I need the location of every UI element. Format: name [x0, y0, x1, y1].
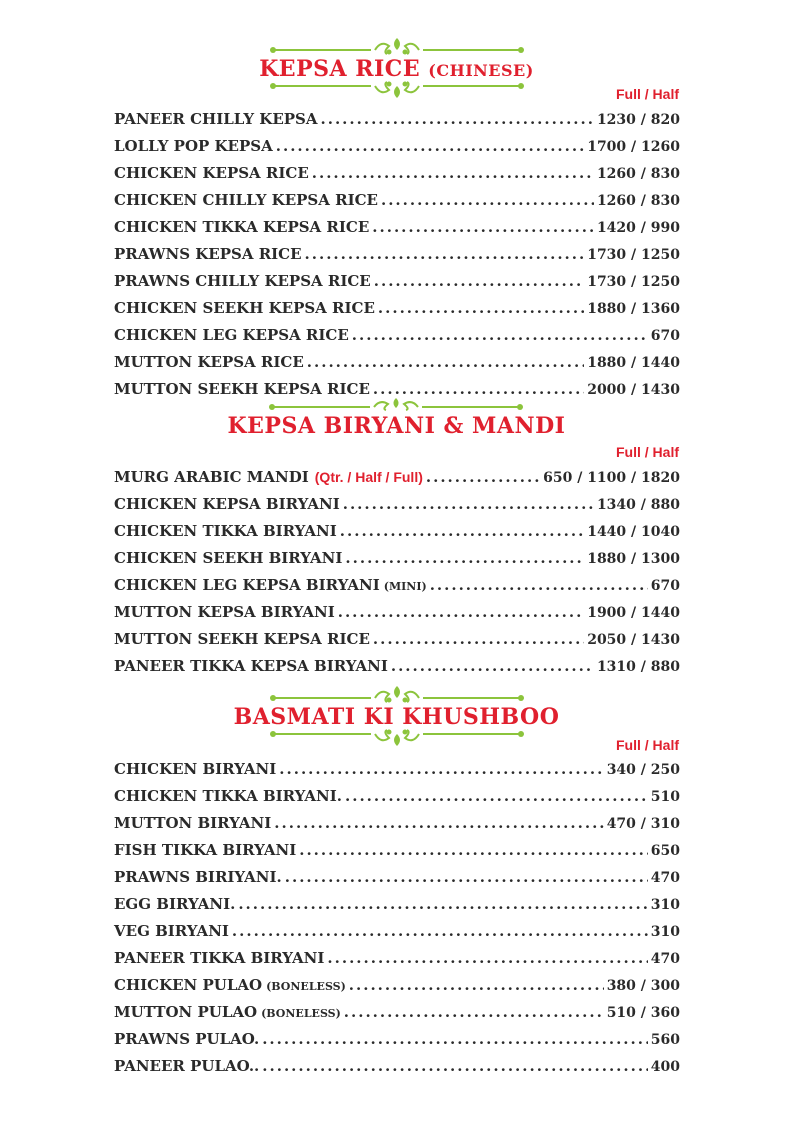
list-item: CHICKEN TIKKA KEPSA RICE ..... 1420 / 990 — [114, 218, 680, 244]
list-item: MUTTON KEPSA BIRYANI ..... 1900 / 1440 — [114, 603, 680, 629]
list-item: MUTTON BIRYANI ..... 470 / 310 — [114, 814, 680, 840]
list-item: CHICKEN KEPSA BIRYANI ..... 1340 / 880 — [114, 495, 680, 521]
list-item: FISH TIKKA BIRYANI ..... 650 — [114, 841, 680, 867]
list-item: CHICKEN LEG KEPSA BIRYANI (MINI) ..... 670 — [114, 576, 680, 602]
list-item: MUTTON SEEKH KEPSA RICE ..... 2050 / 1430 — [114, 630, 680, 656]
section-title: BASMATI KI KHUSHBOO — [233, 704, 560, 730]
list-item: VEG BIRYANI ..... 310 — [114, 922, 680, 948]
list-item: PRAWNS CHILLY KEPSA RICE ..... 1730 / 1250 — [114, 272, 680, 298]
list-item: CHICKEN BIRYANI ..... 340 / 250 — [114, 760, 680, 786]
section-title: KEPSA BIRYANI & MANDI — [227, 413, 566, 439]
list-item: MUTTON SEEKH KEPSA RICE ..... 2000 / 1430 — [114, 380, 680, 406]
section-title: KEPSA RICE (CHINESE) — [259, 56, 534, 82]
ornament-top-icon — [267, 684, 527, 706]
column-header-full-half: Full / Half — [616, 86, 679, 102]
list-item: PANEER CHILLY KEPSA ..... 1230 / 820 — [114, 110, 680, 136]
list-item: CHICKEN LEG KEPSA RICE ..... 670 — [114, 326, 680, 352]
list-item: PANEER PULAO.. ..... 400 — [114, 1057, 680, 1083]
column-header-full-half: Full / Half — [616, 444, 679, 460]
list-item: CHICKEN SEEKH BIRYANI ..... 1880 / 1300 — [114, 549, 680, 575]
list-item: PRAWNS KEPSA RICE ..... 1730 / 1250 — [114, 245, 680, 271]
list-item: PRAWNS BIRIYANI. ..... 470 — [114, 868, 680, 894]
section-header-basmati — [0, 684, 793, 744]
list-item: MUTTON KEPSA RICE ..... 1880 / 1440 — [114, 353, 680, 379]
column-header-full-half: Full / Half — [616, 737, 679, 753]
list-item: CHICKEN CHILLY KEPSA RICE ..... 1260 / 830 — [114, 191, 680, 217]
list-item: CHICKEN SEEKH KEPSA RICE ..... 1880 / 1360 — [114, 299, 680, 325]
list-item: PANEER TIKKA KEPSA BIRYANI ..... 1310 / 880 — [114, 657, 680, 683]
list-item: MUTTON PULAO (BONELESS) ..... 510 / 360 — [114, 1003, 680, 1029]
list-item: LOLLY POP KEPSA ..... 1700 / 1260 — [114, 137, 680, 163]
list-item: CHICKEN TIKKA BIRYANI ..... 1440 / 1040 — [114, 522, 680, 548]
list-item: PRAWNS PULAO. ..... 560 — [114, 1030, 680, 1056]
list-item: CHICKEN PULAO (BONELESS) ..... 380 / 300 — [114, 976, 680, 1002]
list-item: EGG BIRYANI. ..... 310 — [114, 895, 680, 921]
list-item: CHICKEN KEPSA RICE ..... 1260 / 830 — [114, 164, 680, 190]
list-item: MURG ARABIC MANDI (Qtr. / Half / Full) ..... 650 / 1100 / 1820 — [114, 468, 680, 494]
ornament-top-icon — [267, 36, 527, 58]
list-item: CHICKEN TIKKA BIRYANI. ..... 510 — [114, 787, 680, 813]
list-item: PANEER TIKKA BIRYANI ..... 470 — [114, 949, 680, 975]
